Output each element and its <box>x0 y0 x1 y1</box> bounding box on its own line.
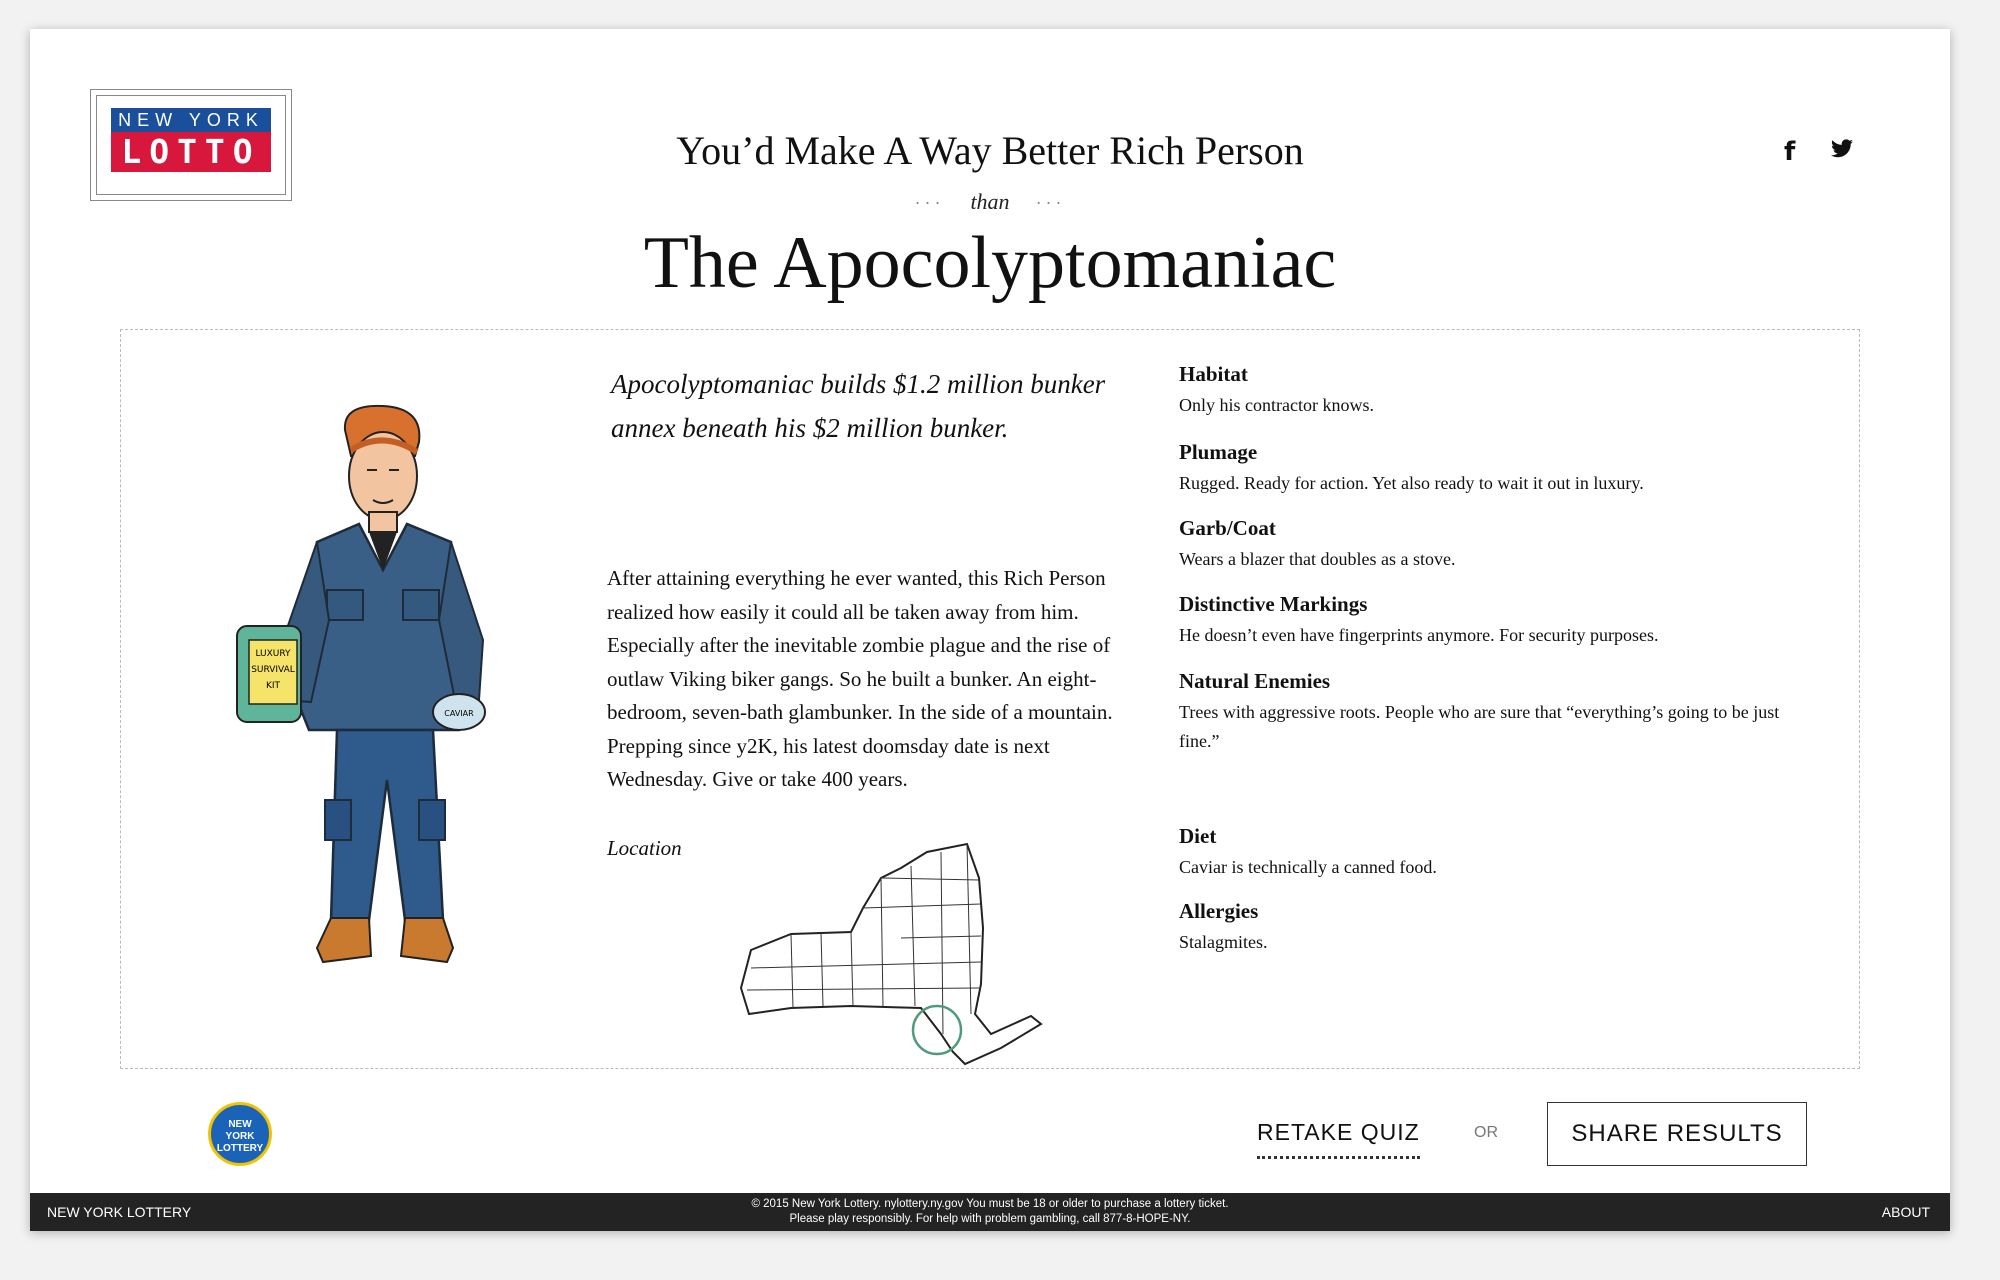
kit-line-2: SURVIVAL <box>251 665 295 675</box>
caviar-tin-label: CAVIAR <box>444 709 474 718</box>
kit-line-1: LUXURY <box>255 649 291 659</box>
trait-value: Rugged. Ready for action. Yet also ready to wait it out in luxury. <box>1179 473 1644 493</box>
logo-bottom-text: LOTTO <box>111 132 271 172</box>
trait-distinctive-markings <box>1179 592 1799 650</box>
connector-dots-right: ··· <box>1035 193 1066 213</box>
or-separator: OR <box>1474 1124 1498 1141</box>
trait-name: Habitat <box>1179 362 1248 386</box>
caviar-tin <box>433 694 485 730</box>
trait-name: Garb/Coat <box>1179 516 1276 540</box>
trait-habitat <box>1179 362 1799 420</box>
badge-line-1: NEW <box>228 1119 252 1130</box>
character-illustration <box>233 400 543 1000</box>
retake-quiz-button[interactable]: RETAKE QUIZ <box>1257 1119 1420 1159</box>
trait-value: Trees with aggressive roots. People who are sure that “everything’s going to be just fine.” <box>1179 702 1780 751</box>
kit-line-3: KIT <box>265 681 281 691</box>
trait-value: He doesn’t even have fingerprints anymore. For security purposes. <box>1179 625 1659 645</box>
trait-name: Distinctive Markings <box>1179 592 1368 616</box>
share-results-button[interactable]: SHARE RESULTS <box>1547 1102 1807 1166</box>
persona-story: After attaining everything he ever wanted, this Rich Person realized how easily it could all be taken away from him. Especially after the inevitable zombie plague and the rise of outlaw Viking biker gangs. So he built a bunker. An eight-bedroom, seven-bath glambunker. In the side of a mountain. Prepping since y2K, his latest doomsday date is next Wednesday. Give or take 400 years. <box>607 566 1113 791</box>
new-york-state-map <box>731 838 1061 1078</box>
result-headline: You’d Make A Way Better Rich Person <box>676 128 1304 173</box>
connector-text: than <box>970 189 1010 214</box>
footer-legal-line-2: Please play responsibly. For help with problem gambling, call 877-8-HOPE-NY. <box>789 1213 1191 1225</box>
trait-plumage <box>1179 440 1799 498</box>
trait-natural-enemies <box>1179 669 1791 756</box>
trait-diet <box>1179 824 1799 882</box>
trait-value: Stalagmites. <box>1179 932 1268 952</box>
logo-top-text: NEW YORK <box>111 108 271 132</box>
trait-value: Only his contractor knows. <box>1179 395 1374 415</box>
footer-legal <box>30 1197 1950 1227</box>
trait-name: Plumage <box>1179 440 1258 464</box>
boots <box>317 918 453 962</box>
connector-row <box>30 189 1950 215</box>
trait-name: Allergies <box>1179 899 1259 923</box>
facebook-icon[interactable]: f <box>1784 137 1796 167</box>
footer-lottery-link[interactable]: NEW YORK LOTTERY <box>47 1204 192 1220</box>
survival-kit-bag <box>237 626 301 722</box>
trait-value: Wears a blazer that doubles as a stove. <box>1179 549 1456 569</box>
footer-about-link[interactable]: ABOUT <box>1881 1204 1930 1220</box>
badge-line-3: LOTTERY <box>216 1143 264 1154</box>
location-label: Location <box>607 836 682 860</box>
footer-bar <box>30 1193 1950 1231</box>
trait-garb-coat <box>1179 516 1799 574</box>
twitter-icon[interactable] <box>1830 137 1854 167</box>
result-card <box>30 29 1950 1231</box>
persona-tagline: Apocolyptomaniac builds $1.2 million bunker annex beneath his $2 million bunker. <box>611 369 1106 443</box>
pants <box>325 730 445 920</box>
trait-name: Natural Enemies <box>1179 669 1331 693</box>
connector-dots-left: ··· <box>914 193 945 213</box>
badge-line-2: YORK <box>225 1131 255 1142</box>
trait-name: Diet <box>1179 824 1217 848</box>
profile-panel <box>120 329 1860 1069</box>
footer-legal-line-1: © 2015 New York Lottery. nylottery.ny.gov You must be 18 or older to purchase a lottery ticket. <box>751 1198 1229 1210</box>
trait-allergies <box>1179 899 1799 957</box>
head <box>345 406 419 520</box>
trait-value: Caviar is technically a canned food. <box>1179 857 1437 877</box>
persona-title: The Apocolyptomaniac <box>643 222 1337 304</box>
new-york-lottery-badge[interactable] <box>208 1102 272 1166</box>
